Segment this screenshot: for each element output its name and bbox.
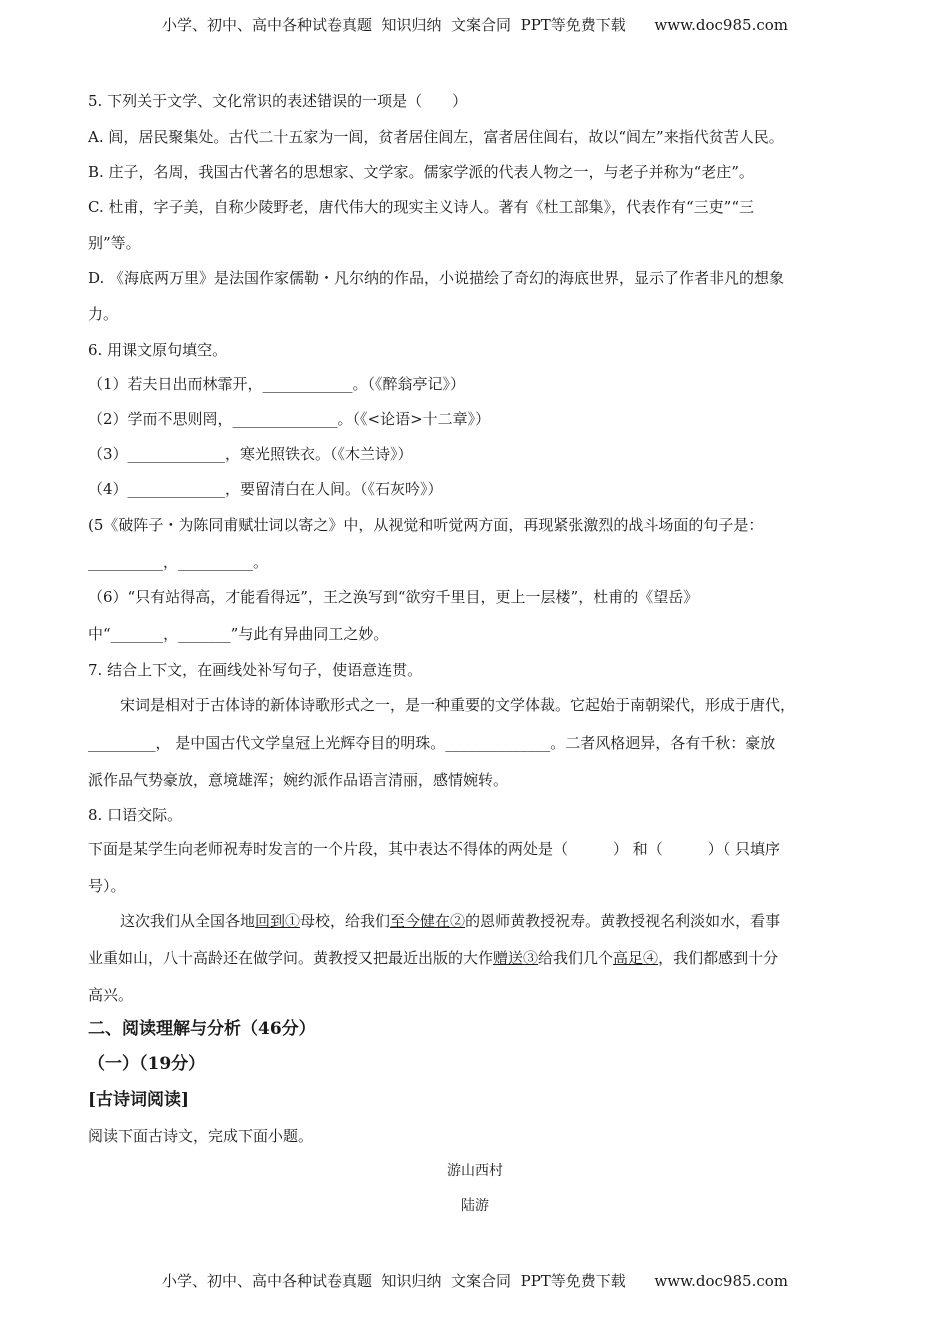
q8-passage-line1 (120, 911, 780, 931)
passage-text: 的恩师黄教授祝寿。黄教授视名利淡如水，看事 (465, 912, 781, 930)
underlined-phrase-4: 高足④ (613, 949, 659, 967)
passage-text: 给我们几个 (538, 949, 614, 967)
q6-stem: 6. 用课文原句填空。 (88, 341, 228, 359)
page-footer: 小学、初中、高中各种试卷真题 知识归纳 文案合同 PPT等免费下载 www.doc985.com (161, 1272, 788, 1290)
q6-item-5-line1: (5《破阵子・为陈同甫赋壮词以寄之》中，从视觉和听觉两方面，再现紧张激烈的战斗场面的句子是： (88, 516, 764, 534)
reading-category: [古诗词阅读] (88, 1090, 190, 1110)
q5-option-d-line1: D. 《海底两万里》是法国作家儒勒・凡尔纳的作品，小说描绘了奇幻的海底世界，显示了作者非凡的想象 (88, 269, 785, 287)
q6-item-6-line1: （6）“只有站得高，才能看得远”，王之涣写到“欲穷千里目，更上一层楼”，杜甫的《望岳》 (88, 588, 699, 606)
q5-option-d-line2: 力。 (88, 305, 119, 323)
page-header: 小学、初中、高中各种试卷真题 知识归纳 文案合同 PPT等免费下载 www.doc985.com (161, 16, 788, 34)
passage-text: 母校，给我们 (300, 912, 391, 930)
q5-stem: 5. 下列关于文学、文化常识的表述错误的一项是（ ） (88, 92, 468, 110)
q8-passage-line2 (88, 948, 778, 968)
q8-prompt-line1: 下面是某学生向老师祝寿时发言的一个片段，其中表达不得体的两处是（ ） 和（ ）（ 只填序 (88, 840, 781, 858)
section-2-title: 二、阅读理解与分析（46分） (88, 1019, 316, 1039)
underlined-phrase-2: 至今健在② (390, 912, 466, 930)
q5-option-c-line2: 别”等。 (88, 234, 141, 252)
passage-text: 这次我们从全国各地 (120, 912, 256, 930)
q5-option-b: B. 庄子，名周，我国古代著名的思想家、文学家。儒家学派的代表人物之一，与老子并称为“老庄”。 (88, 163, 754, 181)
q5-option-c-line1: C. 杜甫，字子美，自称少陵野老，唐代伟大的现实主义诗人。著有《杜工部集》，代表作有“三吏”“三 (88, 198, 754, 216)
q8-stem: 8. 口语交际。 (88, 806, 183, 824)
q7-passage-line2: _________， 是中国古代文学皇冠上光辉夺目的明珠。______________。二者风格迥异，各有千秋：豪放 (88, 734, 776, 752)
subsection-title: （一）（19分） (88, 1054, 206, 1074)
q6-item-5-line2: __________，__________。 (88, 553, 269, 571)
q6-item-4: （4）_____________，要留清白在人间。（《石灰吟》） (88, 480, 443, 498)
q6-item-2: （2）学而不思则罔，______________。（《<论语>十二章》） (88, 410, 491, 428)
underlined-phrase-1: 回到① (255, 912, 301, 930)
underlined-phrase-3: 赠送③ (493, 949, 539, 967)
q8-prompt-line2: 号）。 (88, 877, 126, 895)
q7-passage-line1: 宋词是相对于古体诗的新体诗歌形式之一，是一种重要的文学体裁。它起始于南朝梁代，形成于唐代， (120, 696, 796, 714)
reading-instruction: 阅读下面古诗文，完成下面小题。 (88, 1127, 314, 1145)
q8-passage-line3: 高兴。 (88, 986, 134, 1004)
poem-title: 游山西村 (447, 1163, 503, 1179)
q6-item-3: （3）_____________，寒光照铁衣。（《木兰诗》） (88, 445, 413, 463)
poem-author: 陆游 (461, 1198, 489, 1214)
q6-item-6-line2: 中“_______，_______”与此有异曲同工之妙。 (88, 625, 389, 643)
q6-item-1: （1）若夫日出而林霏开，____________。（《醉翁亭记》） (88, 375, 466, 393)
q7-passage-line3: 派作品气势豪放，意境雄浑；婉约派作品语言清丽，感情婉转。 (88, 771, 509, 789)
passage-text: ，我们都感到十分 (658, 949, 779, 967)
q7-stem: 7. 结合上下文，在画线处补写句子，使语意连贯。 (88, 661, 423, 679)
q5-option-a: A. 闾，居民聚集处。古代二十五家为一闾，贫者居住闾左，富者居住闾右，故以“闾左”来指代贫苦人民。 (88, 128, 784, 146)
passage-text: 业重如山，八十高龄还在做学问。黄教授又把最近出版的大作 (88, 949, 494, 967)
